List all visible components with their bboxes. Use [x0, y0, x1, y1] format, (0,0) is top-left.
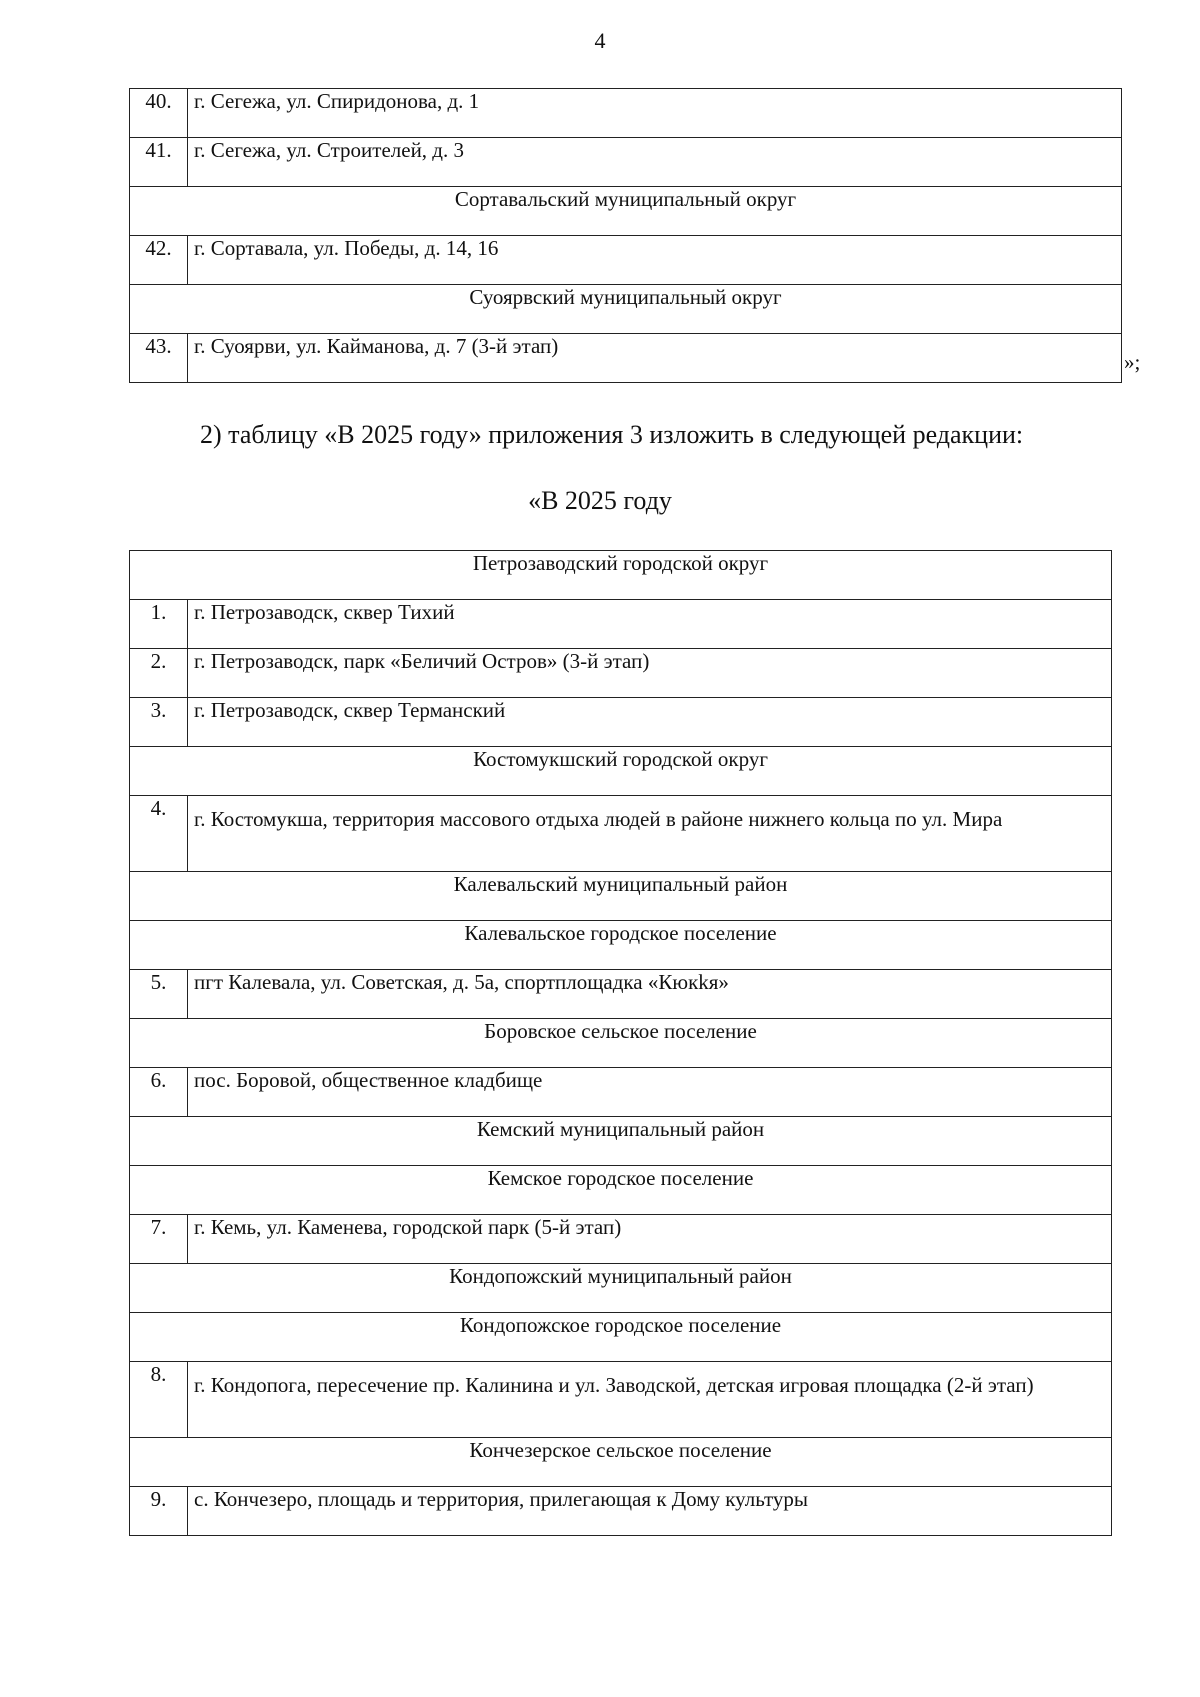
- table-row: [130, 1068, 1112, 1117]
- table-row: [130, 89, 1122, 138]
- group-title: Кондопожский муниципальный район: [130, 1264, 1112, 1313]
- row-address: г. Петрозаводск, сквер Терманский: [188, 698, 1112, 747]
- row-address: пос. Боровой, общественное кладбище: [188, 1068, 1112, 1117]
- group-title: Кончезерское сельское поселение: [130, 1438, 1112, 1487]
- row-address: г. Костомукша, территория массового отдыха людей в районе нижнего кольца по ул. Мира: [188, 796, 1112, 872]
- table-row: [130, 1487, 1112, 1536]
- row-number: 8.: [130, 1362, 188, 1438]
- group-title: Калевальское городское поселение: [130, 921, 1112, 970]
- row-number: 5.: [130, 970, 188, 1019]
- row-address: с. Кончезеро, площадь и территория, прилегающая к Дому культуры: [188, 1487, 1112, 1536]
- row-number: 42.: [130, 236, 188, 285]
- table-group-row: [130, 1264, 1112, 1313]
- table-row: [130, 334, 1122, 383]
- group-title: Боровское сельское поселение: [130, 1019, 1112, 1068]
- table-group-row: [130, 551, 1112, 600]
- group-title: Сортавальский муниципальный округ: [130, 187, 1122, 236]
- table-row: [130, 138, 1122, 187]
- table-row: [130, 698, 1112, 747]
- row-address: г. Сортавала, ул. Победы, д. 14, 16: [188, 236, 1122, 285]
- row-address: пгт Калевала, ул. Советская, д. 5а, спортплощадка «Кюкkя»: [188, 970, 1112, 1019]
- table-row: [130, 1215, 1112, 1264]
- table-row: [130, 1362, 1112, 1438]
- group-title: Кемский муниципальный район: [130, 1117, 1112, 1166]
- row-number: 4.: [130, 796, 188, 872]
- row-address: г. Сегежа, ул. Спиридонова, д. 1: [188, 89, 1122, 138]
- table-group-row: [130, 1438, 1112, 1487]
- row-number: 40.: [130, 89, 188, 138]
- closing-quote-mark: »;: [1124, 350, 1141, 374]
- row-number: 41.: [130, 138, 188, 187]
- table-group-row: [130, 187, 1122, 236]
- addresses-table-continued: [129, 88, 1122, 383]
- amendment-paragraph: 2) таблицу «В 2025 году» приложения 3 изложить в следующей редакции:: [200, 420, 1024, 449]
- table-row: [130, 796, 1112, 872]
- row-address: г. Сегежа, ул. Строителей, д. 3: [188, 138, 1122, 187]
- table-row: [130, 600, 1112, 649]
- group-title: Калевальский муниципальный район: [130, 872, 1112, 921]
- row-number: 2.: [130, 649, 188, 698]
- table-row: [130, 970, 1112, 1019]
- group-title: Суоярвский муниципальный округ: [130, 285, 1122, 334]
- row-number: 3.: [130, 698, 188, 747]
- row-address: г. Суоярви, ул. Кайманова, д. 7 (3-й этап): [188, 334, 1122, 383]
- table-group-row: [130, 1117, 1112, 1166]
- table-group-row: [130, 1019, 1112, 1068]
- row-number: 43.: [130, 334, 188, 383]
- row-address: г. Кемь, ул. Каменева, городской парк (5-й этап): [188, 1215, 1112, 1264]
- group-title: Кондопожское городское поселение: [130, 1313, 1112, 1362]
- table-row: [130, 236, 1122, 285]
- row-address: г. Петрозаводск, сквер Тихий: [188, 600, 1112, 649]
- group-title: Кемское городское поселение: [130, 1166, 1112, 1215]
- row-address: г. Петрозаводск, парк «Беличий Остров» (3-й этап): [188, 649, 1112, 698]
- table-group-row: [130, 285, 1122, 334]
- table-heading: «В 2025 году: [528, 486, 672, 515]
- addresses-table-2025: [129, 550, 1112, 1536]
- table-row: [130, 649, 1112, 698]
- row-number: 1.: [130, 600, 188, 649]
- row-address: г. Кондопога, пересечение пр. Калинина и ул. Заводской, детская игровая площадка (2-й этап): [188, 1362, 1112, 1438]
- table-group-row: [130, 1313, 1112, 1362]
- group-title: Костомукшский городской округ: [130, 747, 1112, 796]
- group-title: Петрозаводский городской округ: [130, 551, 1112, 600]
- page-number: 4: [594, 28, 606, 53]
- table-group-row: [130, 747, 1112, 796]
- row-number: 7.: [130, 1215, 188, 1264]
- table-group-row: [130, 1166, 1112, 1215]
- table-group-row: [130, 921, 1112, 970]
- row-number: 9.: [130, 1487, 188, 1536]
- row-number: 6.: [130, 1068, 188, 1117]
- table-group-row: [130, 872, 1112, 921]
